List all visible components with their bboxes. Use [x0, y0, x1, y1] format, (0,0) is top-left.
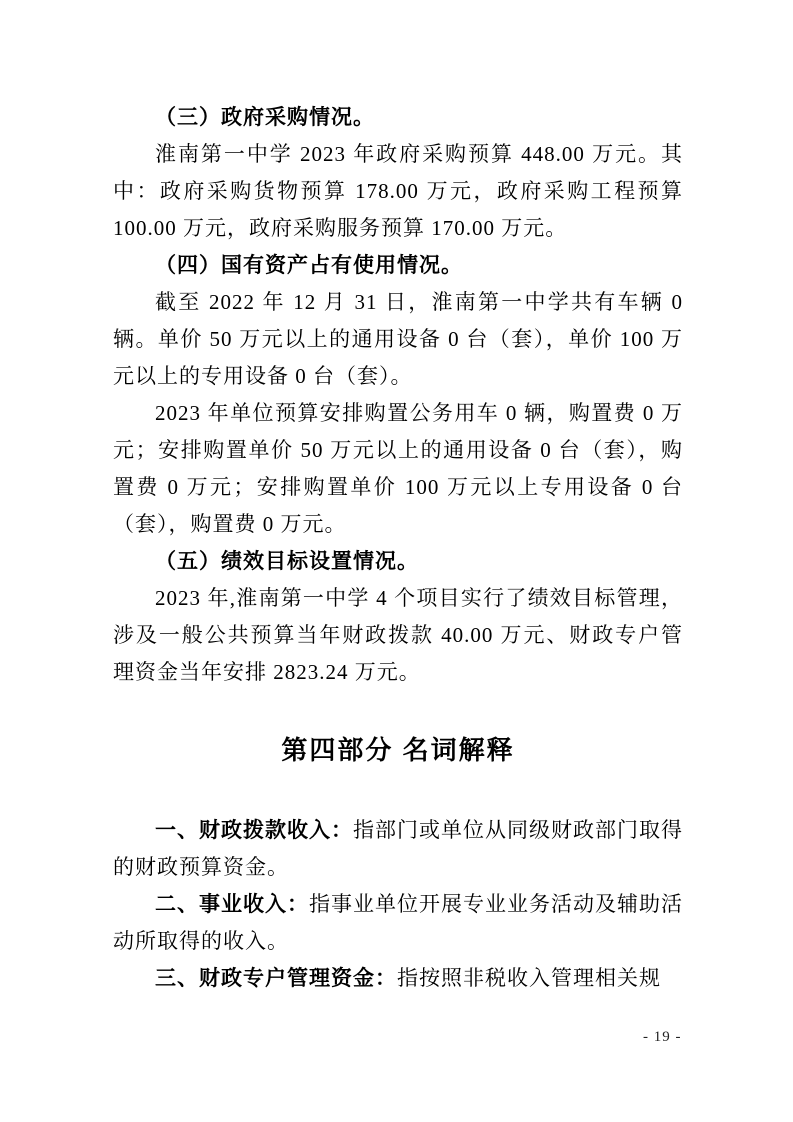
definition-text: 指事业单位开展专业业务活动及辅助活动所取得的收入。	[113, 892, 683, 953]
definition-item	[113, 960, 683, 997]
definition-item	[113, 812, 683, 886]
definition-term: 三、财政专户管理资金：	[155, 967, 397, 990]
paragraph: 淮南第一中学 2023 年政府采购预算 448.00 万元。其中：政府采购货物预算 178.00 万元，政府采购工程预算 100.00 万元，政府采购服务预算 170.00 万元。	[113, 142, 683, 240]
definition-term: 一、财政拨款收入：	[155, 819, 353, 842]
definition-text: 指部门或单位从同级财政部门取得的财政预算资金。	[113, 818, 683, 879]
definition-text: 指按照非税收入管理相关规	[397, 966, 661, 990]
section-heading-4: （四）国有资产占有使用情况。	[155, 253, 463, 277]
page-number: - 19 -	[643, 1029, 682, 1045]
definition-term: 二、事业收入：	[155, 893, 309, 916]
paragraph: 截至 2022 年 12 月 31 日，淮南第一中学共有车辆 0 辆。单价 50 万元以上的通用设备 0 台（套），单价 100 万元以上的专用设备 0 台（套）。	[113, 290, 683, 388]
definitions-list	[113, 812, 683, 997]
paragraph: 2023 年单位预算安排购置公务用车 0 辆，购置费 0 万元；安排购置单价 50 万元以上的通用设备 0 台（套），购置费 0 万元；安排购置单价 100 万元以上专用设备 0 台（套），购置费 0 万元。	[113, 401, 683, 536]
document-content	[113, 99, 683, 997]
paragraph: 2023 年,淮南第一中学 4 个项目实行了绩效目标管理，涉及一般公共预算当年财政拨款 40.00 万元、财政专户管理资金当年安排 2823.24 万元。	[113, 586, 683, 684]
part-title: 第四部分 名词解释	[281, 735, 515, 765]
section-heading-3: （三）政府采购情况。	[155, 105, 375, 129]
section-heading-5: （五）绩效目标设置情况。	[155, 549, 419, 573]
definition-item	[113, 886, 683, 960]
